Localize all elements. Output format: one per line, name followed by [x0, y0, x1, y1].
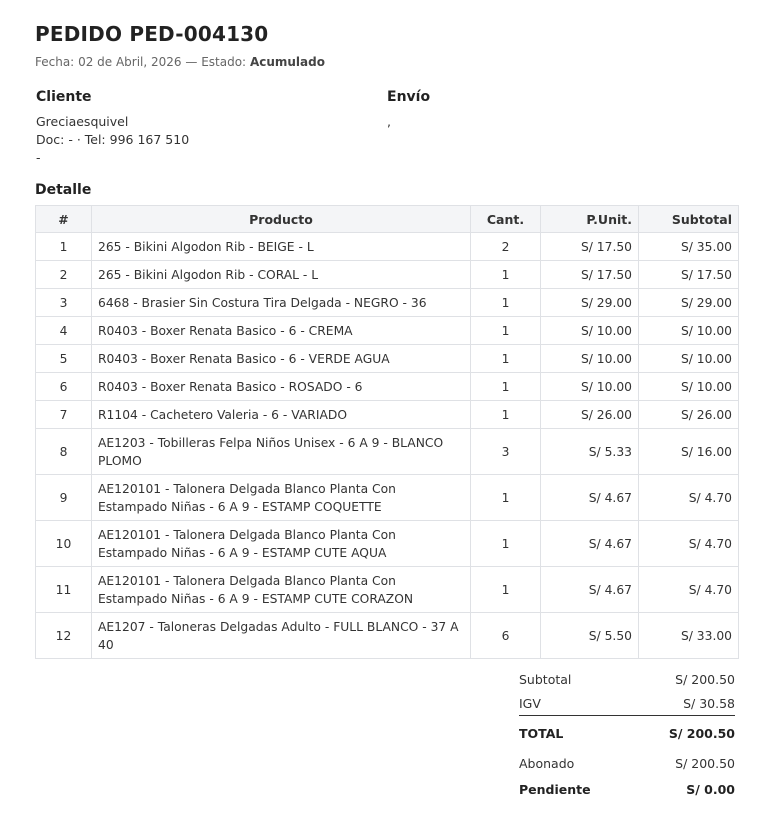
row-qty: 2 — [471, 233, 541, 261]
row-product: 265 - Bikini Algodon Rib - BEIGE - L — [92, 233, 471, 261]
column-header-number: # — [36, 206, 92, 233]
table-row — [36, 429, 739, 475]
row-qty: 1 — [471, 401, 541, 429]
table-row — [36, 345, 739, 373]
row-unit-price: S/ 29.00 — [541, 289, 639, 317]
subtotal-value: S/ 200.50 — [675, 672, 735, 687]
table-row — [36, 401, 739, 429]
table-row — [36, 475, 739, 521]
table-row — [36, 317, 739, 345]
row-subtotal: S/ 35.00 — [639, 233, 739, 261]
row-qty: 1 — [471, 261, 541, 289]
row-product: 6468 - Brasier Sin Costura Tira Delgada - NEGRO - 36 — [92, 289, 471, 317]
igv-value: S/ 30.58 — [683, 696, 735, 711]
row-subtotal: S/ 29.00 — [639, 289, 739, 317]
order-date: 02 de Abril, 2026 — [78, 55, 182, 69]
row-unit-price: S/ 10.00 — [541, 345, 639, 373]
table-header-row — [36, 206, 739, 233]
row-qty: 1 — [471, 289, 541, 317]
row-product: R0403 - Boxer Renata Basico - ROSADO - 6 — [92, 373, 471, 401]
paid-value: S/ 200.50 — [675, 756, 735, 771]
row-product: 265 - Bikini Algodon Rib - CORAL - L — [92, 261, 471, 289]
row-product: AE120101 - Talonera Delgada Blanco Planta Con Estampado Niñas - 6 A 9 - ESTAMP CUTE AQUA — [92, 521, 471, 567]
row-number: 12 — [36, 613, 92, 659]
row-qty: 1 — [471, 373, 541, 401]
column-header-qty: Cant. — [471, 206, 541, 233]
row-number: 10 — [36, 521, 92, 567]
row-number: 11 — [36, 567, 92, 613]
table-row — [36, 521, 739, 567]
row-number: 3 — [36, 289, 92, 317]
pending-value: S/ 0.00 — [686, 782, 735, 797]
row-qty: 1 — [471, 317, 541, 345]
table-row — [36, 613, 739, 659]
row-number: 9 — [36, 475, 92, 521]
row-unit-price: S/ 4.67 — [541, 475, 639, 521]
totals-igv-row — [519, 692, 735, 716]
row-qty: 1 — [471, 475, 541, 521]
totals-pending-row — [519, 776, 735, 802]
column-header-subtotal: Subtotal — [639, 206, 739, 233]
row-product: R0403 - Boxer Renata Basico - 6 - VERDE AGUA — [92, 345, 471, 373]
row-number: 1 — [36, 233, 92, 261]
page-title: PEDIDO PED-004130 — [35, 22, 269, 46]
column-header-unit-price: P.Unit. — [541, 206, 639, 233]
order-state: Acumulado — [249, 55, 325, 69]
table-row — [36, 289, 739, 317]
client-doc: Doc: - · Tel: 996 167 510 — [36, 132, 190, 147]
shipping-info — [387, 113, 391, 131]
row-subtotal: S/ 16.00 — [639, 429, 739, 475]
row-subtotal: S/ 10.00 — [639, 317, 739, 345]
row-product: AE1203 - Tobilleras Felpa Niños Unisex - 6 A 9 - BLANCO PLOMO — [92, 429, 471, 475]
totals-paid-row — [519, 746, 735, 776]
row-number: 6 — [36, 373, 92, 401]
pending-label: Pendiente — [519, 782, 591, 797]
row-qty: 6 — [471, 613, 541, 659]
row-qty: 1 — [471, 567, 541, 613]
row-subtotal: S/ 4.70 — [639, 567, 739, 613]
totals-summary — [519, 668, 735, 802]
row-number: 2 — [36, 261, 92, 289]
row-unit-price: S/ 17.50 — [541, 233, 639, 261]
row-product: AE120101 - Talonera Delgada Blanco Planta Con Estampado Niñas - 6 A 9 - ESTAMP CUTE CORAZON — [92, 567, 471, 613]
row-number: 8 — [36, 429, 92, 475]
row-product: R1104 - Cachetero Valeria - 6 - VARIADO — [92, 401, 471, 429]
table-row — [36, 373, 739, 401]
row-subtotal: S/ 10.00 — [639, 373, 739, 401]
row-unit-price: S/ 5.33 — [541, 429, 639, 475]
row-unit-price: S/ 4.67 — [541, 567, 639, 613]
row-unit-price: S/ 4.67 — [541, 521, 639, 567]
client-name: Greciaesquivel — [36, 114, 129, 129]
shipping-address: , — [387, 114, 391, 129]
igv-label: IGV — [519, 696, 541, 711]
row-product: AE120101 - Talonera Delgada Blanco Planta Con Estampado Niñas - 6 A 9 - ESTAMP COQUETTE — [92, 475, 471, 521]
row-unit-price: S/ 10.00 — [541, 373, 639, 401]
client-address: - — [36, 150, 41, 165]
column-header-product: Producto — [92, 206, 471, 233]
table-row — [36, 261, 739, 289]
detail-heading: Detalle — [35, 182, 92, 198]
row-subtotal: S/ 33.00 — [639, 613, 739, 659]
table-row — [36, 567, 739, 613]
row-qty: 1 — [471, 345, 541, 373]
row-unit-price: S/ 17.50 — [541, 261, 639, 289]
row-qty: 1 — [471, 521, 541, 567]
paid-label: Abonado — [519, 756, 575, 771]
order-meta — [35, 55, 325, 69]
row-subtotal: S/ 4.70 — [639, 521, 739, 567]
row-subtotal: S/ 26.00 — [639, 401, 739, 429]
total-label: TOTAL — [519, 726, 564, 741]
row-subtotal: S/ 17.50 — [639, 261, 739, 289]
state-prefix: — Estado: — [185, 55, 247, 69]
client-info — [36, 113, 189, 167]
row-subtotal: S/ 10.00 — [639, 345, 739, 373]
client-heading: Cliente — [36, 89, 92, 105]
totals-total-row — [519, 716, 735, 746]
totals-subtotal-row — [519, 668, 735, 692]
total-value: S/ 200.50 — [668, 726, 735, 741]
shipping-heading: Envío — [387, 89, 431, 105]
row-number: 7 — [36, 401, 92, 429]
row-product: AE1207 - Taloneras Delgadas Adulto - FULL BLANCO - 37 A 40 — [92, 613, 471, 659]
table-row — [36, 233, 739, 261]
row-unit-price: S/ 5.50 — [541, 613, 639, 659]
items-table — [35, 205, 739, 659]
date-prefix: Fecha: — [35, 55, 75, 69]
row-unit-price: S/ 26.00 — [541, 401, 639, 429]
subtotal-label: Subtotal — [519, 672, 572, 687]
row-product: R0403 - Boxer Renata Basico - 6 - CREMA — [92, 317, 471, 345]
row-number: 4 — [36, 317, 92, 345]
row-qty: 3 — [471, 429, 541, 475]
row-subtotal: S/ 4.70 — [639, 475, 739, 521]
row-number: 5 — [36, 345, 92, 373]
row-unit-price: S/ 10.00 — [541, 317, 639, 345]
